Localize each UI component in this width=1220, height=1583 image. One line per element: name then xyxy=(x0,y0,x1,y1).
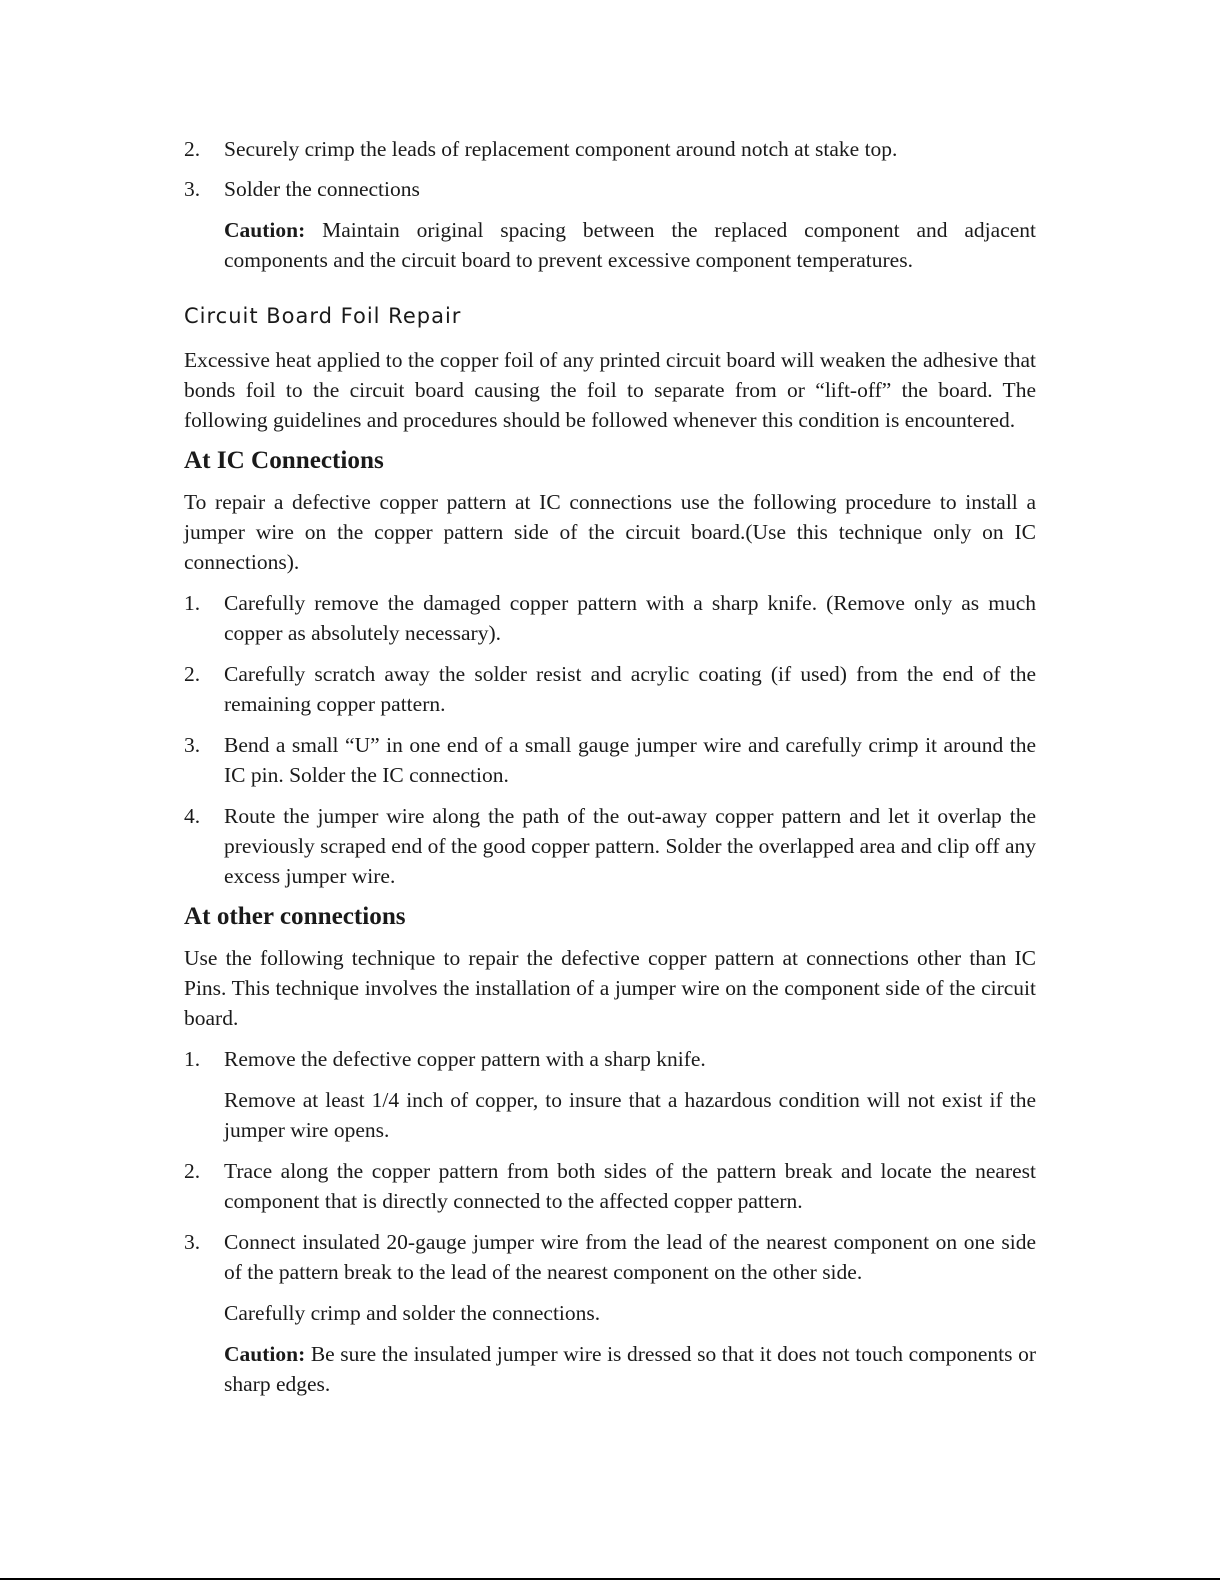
caution-text: Be sure the insulated jumper wire is dressed so that it does not touch components or sharp edges. xyxy=(224,1342,1036,1396)
list-text: Remove the defective copper pattern with a sharp knife. xyxy=(224,1047,706,1071)
caution-label: Caution: xyxy=(224,218,306,242)
list-item xyxy=(184,174,1036,204)
list-number: 1. xyxy=(184,1047,201,1071)
list-item xyxy=(184,801,1036,891)
list-number: 3. xyxy=(184,733,201,757)
list-text: Route the jumper wire along the path of the out-away copper pattern and let it overlap the previously scraped end of the good copper pattern. Solder the overlapped area and clip off any excess jumper wire. xyxy=(224,804,1036,888)
list-number: 3. xyxy=(184,1230,201,1254)
other-connections-heading: At other connections xyxy=(184,903,406,930)
caution-note xyxy=(184,215,1036,275)
caution-label: Caution: xyxy=(224,1342,306,1366)
document-page xyxy=(184,134,1036,1399)
list-item xyxy=(184,730,1036,790)
list-item xyxy=(184,1044,1036,1074)
list-number: 2. xyxy=(184,662,201,686)
list-number: 4. xyxy=(184,804,201,828)
caution-text: Maintain original spacing between the replaced component and adjacent components and the circuit board to prevent excessive component temperatures. xyxy=(224,218,1036,272)
list-item xyxy=(184,1156,1036,1216)
list-item xyxy=(184,1227,1036,1287)
list-number: 2. xyxy=(184,137,201,161)
list-number: 2. xyxy=(184,1159,201,1183)
list-text: Trace along the copper pattern from both sides of the pattern break and locate the nearest component that is directly connected to the affected copper pattern. xyxy=(224,1159,1036,1213)
section-heading: Circuit Board Foil Repair xyxy=(184,304,462,328)
list-item xyxy=(184,134,1036,164)
list-text: Securely crimp the leads of replacement component around notch at stake top. xyxy=(224,137,898,161)
ic-connections-heading: At IC Connections xyxy=(184,447,384,474)
list-item xyxy=(184,588,1036,648)
other-intro-paragraph: Use the following technique to repair the defective copper pattern at connections other than IC Pins. This technique involves the installation of a jumper wire on the component side of the circuit board. xyxy=(184,946,1036,1030)
step-note: Carefully crimp and solder the connections. xyxy=(224,1301,601,1325)
ic-intro-paragraph: To repair a defective copper pattern at IC connections use the following procedure to install a jumper wire on the copper pattern side of the circuit board.(Use this technique only on IC connections). xyxy=(184,490,1036,574)
page-bottom-rule xyxy=(0,1578,1220,1580)
list-text: Connect insulated 20-gauge jumper wire from the lead of the nearest component on one side of the pattern break to the lead of the nearest component on the other side. xyxy=(224,1230,1036,1284)
caution-note xyxy=(184,1339,1036,1399)
step-note: Remove at least 1/4 inch of copper, to insure that a hazardous condition will not exist if the jumper wire opens. xyxy=(224,1088,1036,1142)
list-text: Carefully remove the damaged copper pattern with a sharp knife. (Remove only as much copper as absolutely necessary). xyxy=(224,591,1036,645)
list-number: 3. xyxy=(184,177,201,201)
list-text: Solder the connections xyxy=(224,177,420,201)
intro-paragraph: Excessive heat applied to the copper foil of any printed circuit board will weaken the adhesive that bonds foil to the circuit board causing the foil to separate from or “lift-off” the board. The following guidelines and procedures should be followed whenever this condition is encountered. xyxy=(184,348,1036,432)
list-item xyxy=(184,659,1036,719)
list-text: Bend a small “U” in one end of a small gauge jumper wire and carefully crimp it around the IC pin. Solder the IC connection. xyxy=(224,733,1036,787)
list-text: Carefully scratch away the solder resist and acrylic coating (if used) from the end of the remaining copper pattern. xyxy=(224,662,1036,716)
list-number: 1. xyxy=(184,591,201,615)
